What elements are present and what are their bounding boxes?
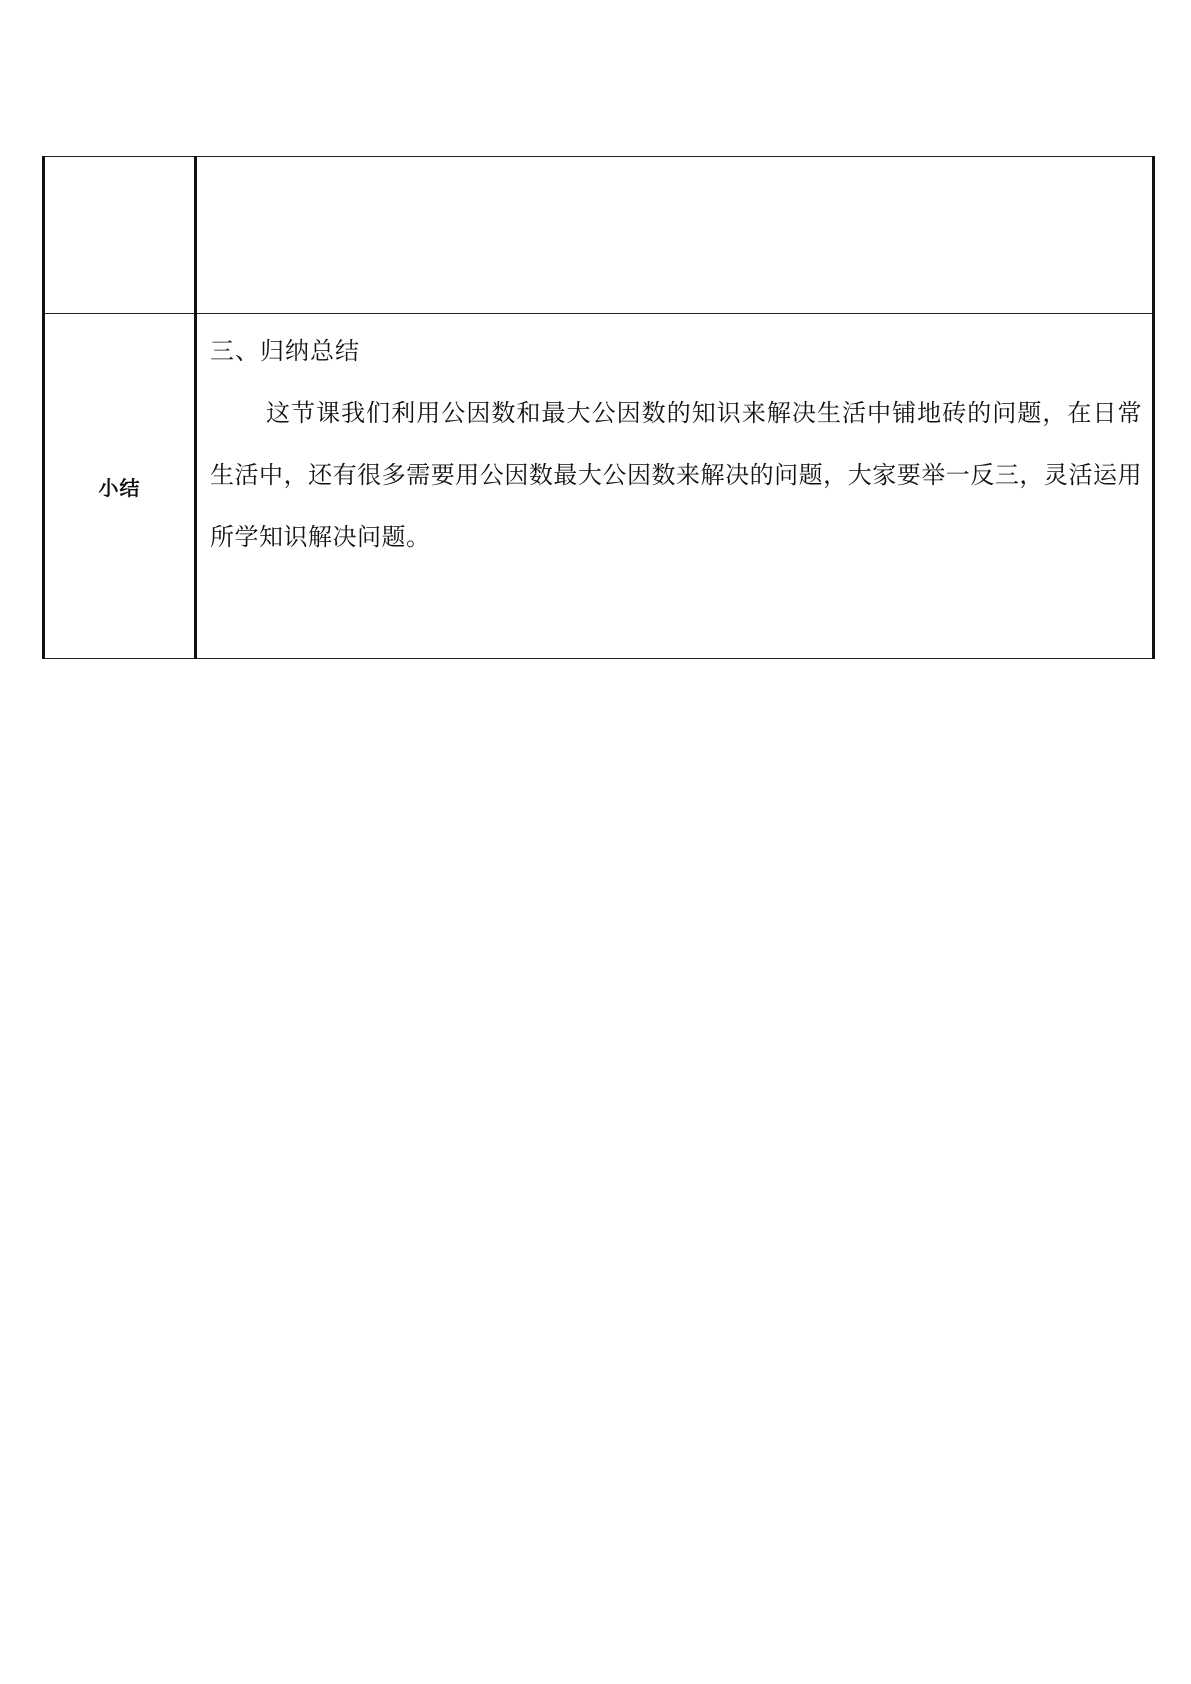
table-row-summary: [44, 314, 1154, 659]
summary-label: 小结: [98, 475, 141, 500]
summary-paragraph: 这节课我们利用公因数和最大公因数的知识来解决生活中铺地砖的问题，在日常生活中，还有很多需要用公因数最大公因数来解决的问题，大家要举一反三，灵活运用所学知识解决问题。: [210, 399, 1142, 551]
lesson-plan-table: [42, 156, 1155, 659]
row-content-cell: [196, 157, 1154, 314]
table-row: [44, 157, 1154, 314]
summary-content-cell: [196, 314, 1154, 659]
summary-label-cell: [44, 314, 196, 659]
row-label-cell: [44, 157, 196, 314]
row-label: [45, 157, 194, 313]
summary-content: [197, 314, 1152, 568]
summary-heading: 三、归纳总结: [210, 337, 360, 365]
